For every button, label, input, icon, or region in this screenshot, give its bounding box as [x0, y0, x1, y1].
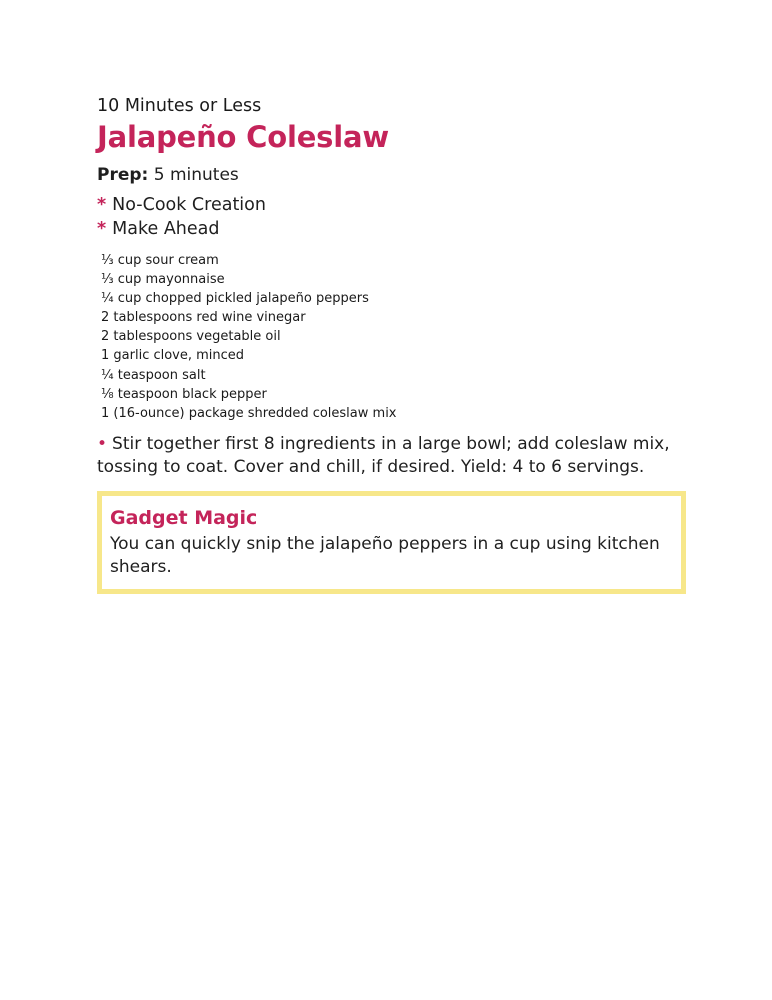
ingredient-list: [101, 251, 682, 423]
ingredient-item: ⅓ cup sour cream: [101, 253, 219, 268]
feature-item: [97, 193, 682, 217]
ingredient-item: 2 tablespoons red wine vinegar: [101, 310, 306, 326]
tip-title: Gadget Magic: [110, 506, 258, 529]
ingredient-item: ⅓ cup mayonnaise: [101, 272, 225, 288]
recipe-title: Jalapeño Coleslaw: [97, 120, 389, 154]
ingredient-item: 1 (16-ounce) package shredded coleslaw mix: [101, 405, 397, 421]
instructions: [97, 433, 682, 479]
feature-label: No-Cook Creation: [112, 195, 266, 215]
ingredient-item: 2 tablespoons vegetable oil: [101, 329, 281, 345]
tip-text: You can quickly snip the jalapeño peppers in a cup using kitchen shears.: [110, 533, 660, 577]
instructions-text: Stir together first 8 ingredients in a large bowl; add coleslaw mix, tossing to coat. Cover and chill, if desired. Yield: 4 to 6 servings.: [97, 433, 670, 477]
asterisk-icon: *: [97, 195, 107, 215]
prep-label: Prep:: [97, 165, 149, 185]
ingredient-item: ⅛ teaspoon black pepper: [101, 386, 267, 402]
recipe-page: [97, 95, 682, 594]
ingredient-item: 1 garlic clove, minced: [101, 348, 245, 364]
asterisk-icon: *: [97, 219, 107, 239]
tip-box: [97, 491, 686, 594]
feature-item: [97, 217, 682, 241]
ingredient-item: ¼ cup chopped pickled jalapeño peppers: [101, 291, 369, 307]
section-kicker: 10 Minutes or Less: [97, 96, 262, 116]
ingredient-item: ¼ teaspoon salt: [101, 367, 206, 383]
prep-time: [97, 164, 682, 186]
feature-label: Make Ahead: [112, 219, 220, 239]
feature-list: [97, 193, 682, 241]
prep-value: 5 minutes: [153, 165, 239, 185]
bullet-icon: •: [97, 433, 108, 454]
